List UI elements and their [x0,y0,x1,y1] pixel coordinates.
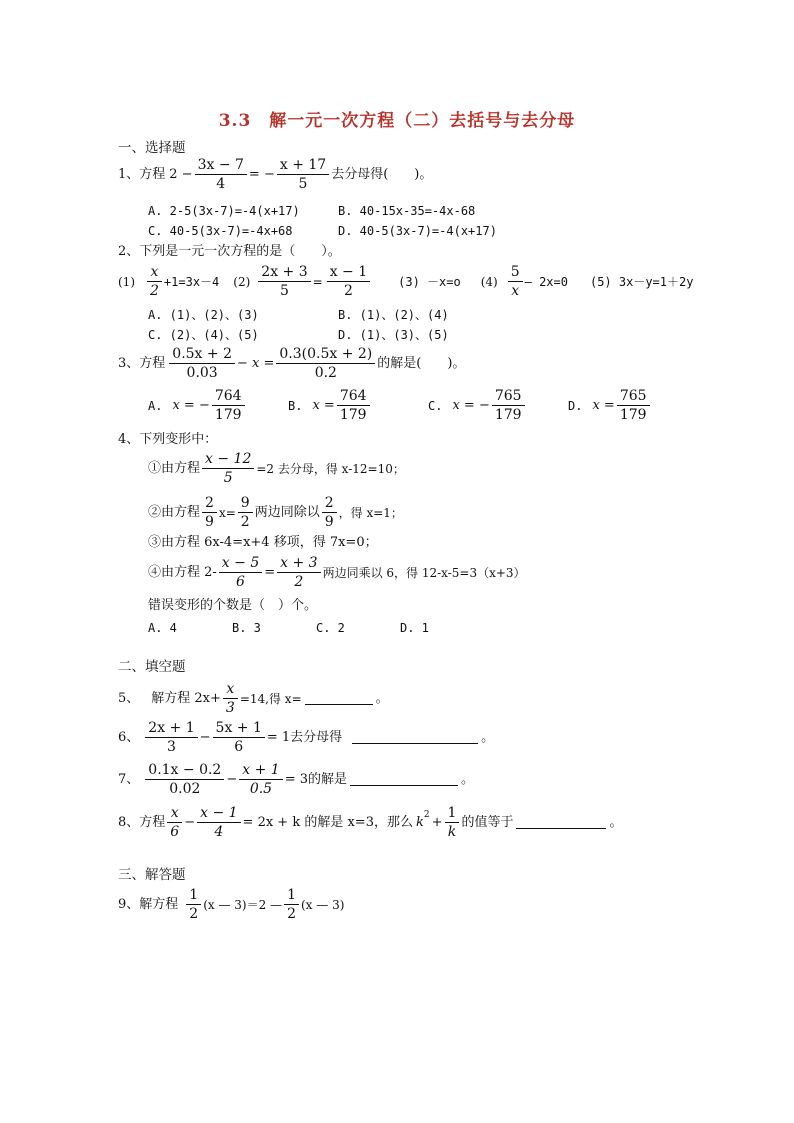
question-4-stem: 4、下列变形中： [118,432,218,447]
q4-option-d: D. 1 [400,621,429,635]
q4-item-2: ②由方程 $\frac{2}{9}$ x= $\frac{9}{2}$ 两边同除以 $\frac{2}{9}$ ，得 x=1； [148,495,403,530]
question-8: 8、方程 $\frac{x}{6}$ − $\frac{x - 1}{4}$ = 2x + k 的解是 x=3，那么 k 2 + $\frac{1}{k}$ 的值等于 。 [118,805,623,840]
section-heading-solve: 三、解答题 [118,867,186,883]
q4-item-3: ③由方程 6x-4=x+4 移项，得 7x=0； [148,535,378,550]
q2-item-4-label: (4) [480,274,498,289]
q4-item-1: ①由方程 $\frac{x - 12}{5}$ =2 去分母，得 x-12=10； [148,451,405,486]
q7-answer-blank[interactable] [350,773,458,786]
q3-option-d: D. x = $\frac{765}{179}$ [568,389,652,422]
question-7: 7、 $\frac{0.1x - 0.2}{0.02}$ − $\frac{x + 1}{0.5}$ = 3的解是 。 [118,762,474,797]
q1-fraction-right: $\frac{x + 17}{5}$ [277,158,329,191]
section-heading-fill: 二、填空题 [118,659,186,675]
q2-item-4-tail: — 2x=0 [524,274,568,289]
q2-item-3: (3) －x=o [398,274,461,289]
section-heading-choice: 一、选择题 [118,140,186,156]
q5-answer-blank[interactable] [305,692,373,705]
q1-number: 1、方程 [118,167,166,182]
q2-item-1-fraction: $\frac{x}{2}$ [147,265,162,298]
q3-fraction-right: $\frac{0.3(0.5x + 2)}{0.2}$ [276,347,375,380]
q2-item-2-label: (2) [233,274,251,289]
q2-item-1-label: (1) [118,274,135,289]
q2-option-b: B. (1)、(2)、(4) [338,308,449,322]
q4-item-4: ④由方程 2- $\frac{x - 5}{6}$ = $\frac{x + 3}{2}$ 两边同乘以 6，得 12-x-5=3（x+3） [148,555,526,590]
q1-equals: = − [248,167,275,182]
question-5: 5、 解方程 2x+ $\frac{x}{3}$ =14,得 x= 。 [118,681,389,716]
q1-fraction-left: $\frac{3x - 7}{4}$ [195,158,247,191]
q2-option-d: D. (1)、(3)、(5) [338,328,449,342]
q3-middle: − x = [236,356,275,371]
page-title: 3.3 解一元一次方程（二）去括号与去分母 [218,111,576,131]
q3-option-a: A. x = − $\frac{764}{179}$ [148,389,247,422]
q2-option-c: C. (2)、(4)、(5) [148,328,259,342]
q4-option-a: A. 4 [148,621,177,635]
q2-item-2-equals: = [312,274,323,289]
q1-tail: 去分母得( )。 [331,167,433,182]
q2-item-1-tail: +1=3x－4 [163,274,220,289]
q3-tail: 的解是( )。 [377,356,466,371]
question-3 [118,347,465,380]
q4-option-c: C. 2 [316,621,345,635]
q1-option-c: C. 40-5(3x-7)=-4x+68 [148,224,293,238]
question-2-stem: 2、下列是一元一次方程的是（ ）。 [118,244,341,259]
q3-fraction-left: $\frac{0.5x + 2}{0.03}$ [169,347,235,380]
q2-item-2-fraction-b: $\frac{x - 1}{2}$ [327,265,370,298]
q2-item-4-fraction: $\frac{5}{x}$ [508,265,523,298]
q1-option-a: A. 2-5(3x-7)=-4(x+17) [148,204,300,218]
q3-option-c: C. x = − $\frac{765}{179}$ [428,389,527,422]
question-9: 9、解方程 $\frac{1}{2}$ (x — 3)＝2 — $\frac{1}{2}$ (x — 3) [118,887,345,922]
q2-option-a: A. (1)、(2)、(3) [148,308,259,322]
q4-tail: 错误变形的个数是（ ）个。 [148,598,318,613]
q8-answer-blank[interactable] [516,816,606,829]
q6-answer-blank[interactable] [352,731,478,744]
question-6: 6、 $\frac{2x + 1}{3}$ − $\frac{5x + 1}{6}$ = 1去分母得 。 [118,720,495,755]
q3-option-b: B. x = $\frac{764}{179}$ [288,389,372,422]
q4-option-b: B. 3 [232,621,261,635]
q2-item-5: (5) 3x－y=1＋2y [589,274,694,289]
question-1 [118,158,432,191]
q1-lead: 2 − [169,167,193,182]
q2-item-2-fraction-a: $\frac{2x + 3}{5}$ [258,265,310,298]
question-2-items [118,265,693,298]
q3-number: 3、方程 [118,356,166,371]
q1-option-b: B. 40-15x-35=-4x-68 [338,204,476,218]
q1-option-d: D. 40-5(3x-7)=-4(x+17) [338,224,497,238]
